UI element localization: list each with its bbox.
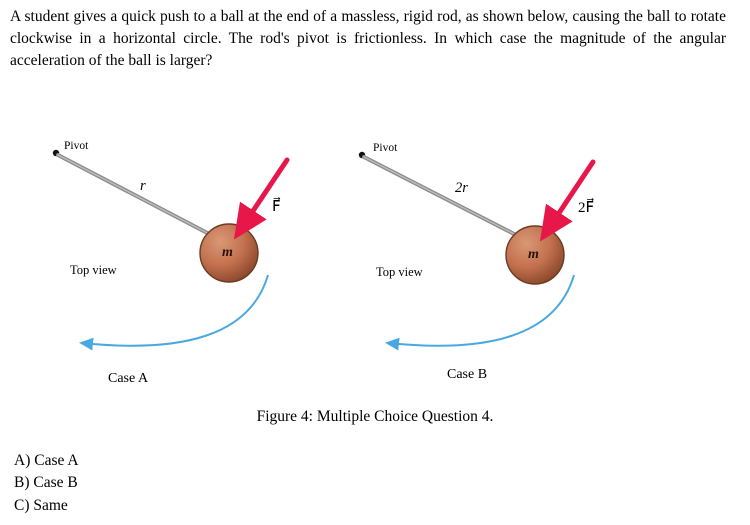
case-b-group [359, 152, 593, 346]
radius-label-a: r [140, 178, 146, 194]
choice-b[interactable] [14, 472, 79, 494]
choice-b-key: B) [14, 474, 30, 492]
top-view-label-b: Top view [376, 265, 423, 279]
rotation-arrow-a [82, 275, 268, 346]
choice-c-label: Same [33, 496, 68, 514]
choice-a-label: Case A [34, 452, 79, 469]
rod-a-highlight [58, 155, 215, 237]
rotation-arrow-b [388, 275, 574, 346]
radius-label-b: 2r [455, 180, 468, 196]
case-label-b: Case B [447, 367, 488, 382]
force-label-a: F⃗ [272, 199, 281, 215]
pivot-label-b: Pivot [373, 142, 398, 154]
choice-c[interactable] [14, 495, 79, 517]
figure-caption: Figure 4: Multiple Choice Question 4. [256, 408, 494, 425]
force-label-b: 2F⃗ [578, 200, 595, 216]
choice-c-key: C) [14, 496, 30, 514]
case-label-a: Case A [108, 371, 149, 386]
question-text: A student gives a quick push to a ball at the end of a massless, rigid rod, as shown below, causing the ball to rotate clockwise in a horizontal circle. The rod's pivot is frictionless. In which case the magnitude of the angular acceleration of the ball is larger? [10, 8, 726, 69]
rod-b-highlight [364, 157, 520, 237]
figure-diagram [0, 125, 750, 400]
case-a-group [53, 150, 287, 346]
choice-a-key: A) [14, 452, 31, 469]
choice-b-label: Case B [33, 474, 78, 492]
mass-label-b: m [528, 247, 539, 262]
pivot-label-a: Pivot [64, 140, 89, 152]
top-view-label-a: Top view [70, 263, 117, 277]
mass-label-a: m [222, 245, 233, 260]
choice-a[interactable] [14, 450, 79, 472]
answer-choices [14, 450, 79, 517]
